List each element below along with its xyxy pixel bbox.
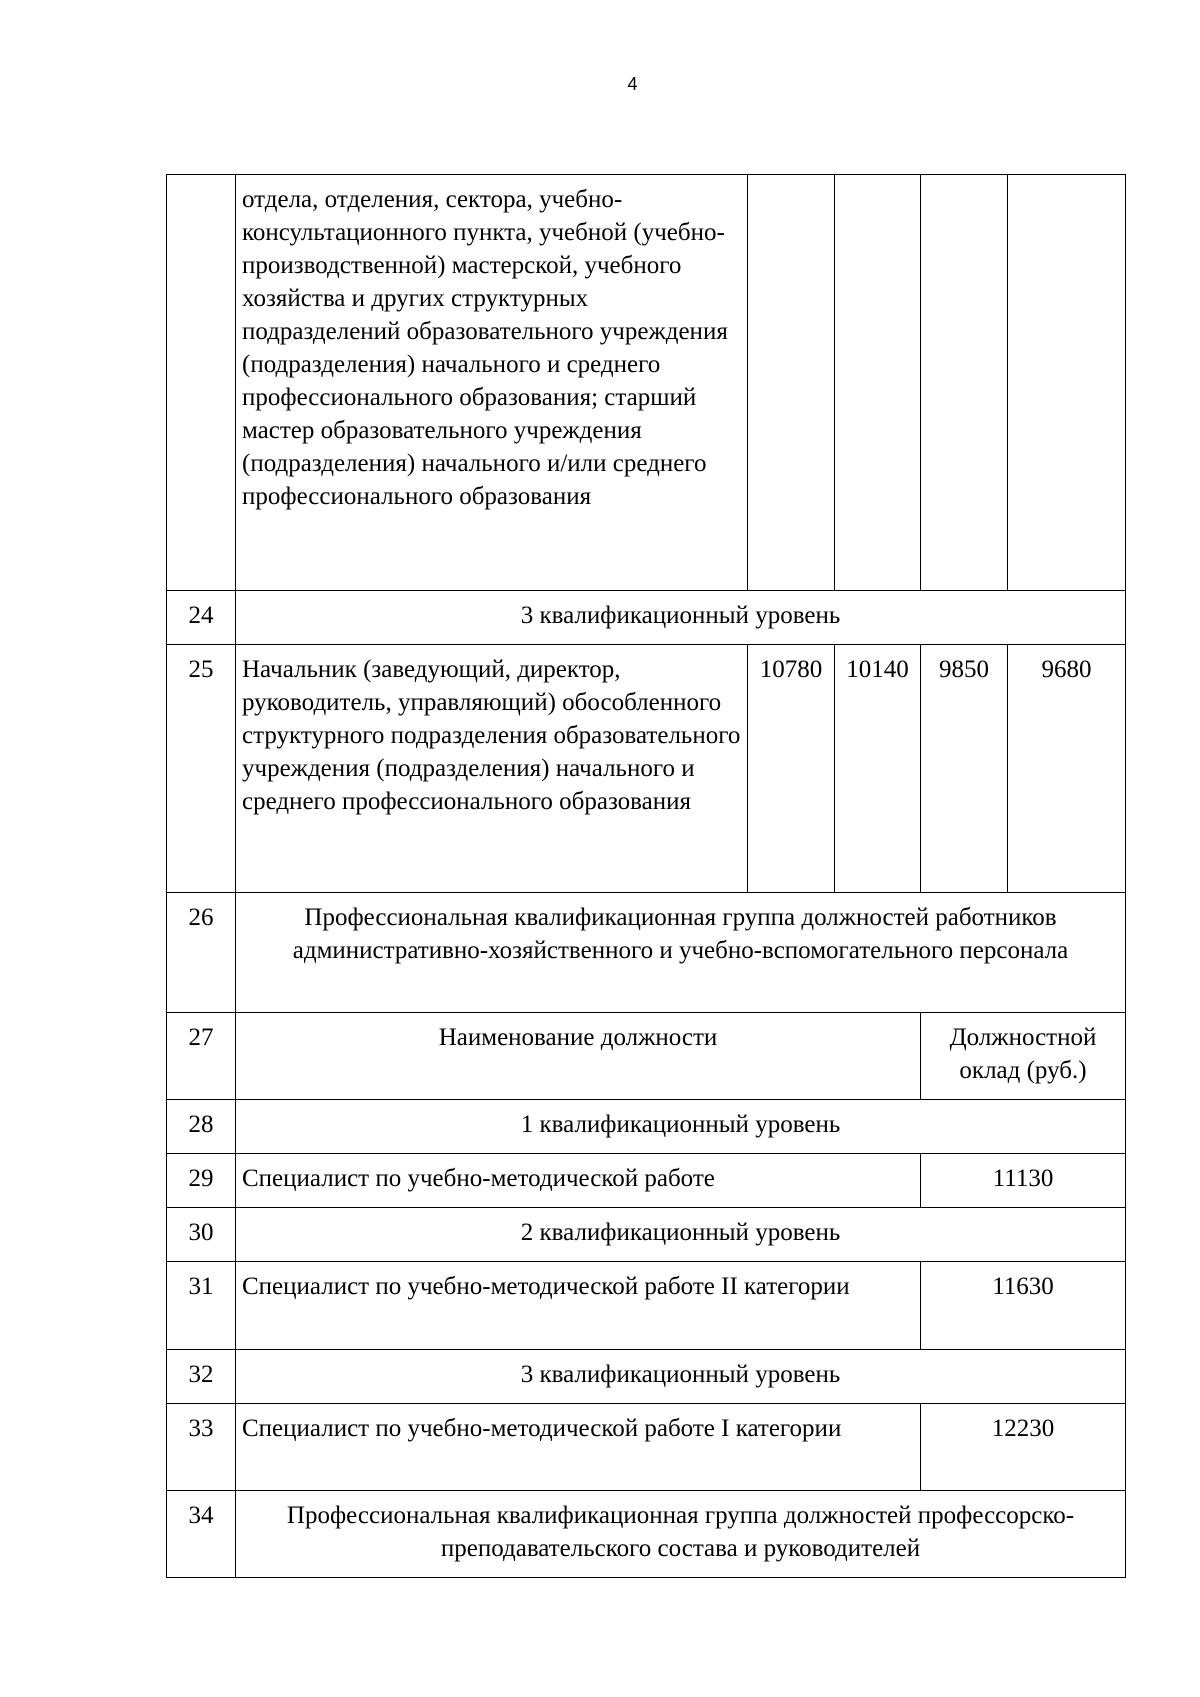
table-row	[167, 1154, 1126, 1208]
position-cell: Специалист по учебно-методической работе II категории	[236, 1262, 921, 1350]
row-number: 24	[167, 591, 236, 645]
row-number: 27	[167, 1013, 236, 1100]
level-heading: 3 квалификационный уровень	[236, 591, 1126, 645]
group-heading: Профессиональная квалификационная группа должностей работников административно-хозяйственного и учебно-вспомогательного персонала	[236, 893, 1126, 1013]
row-number: 25	[167, 645, 236, 893]
group-heading: Профессиональная квалификационная группа должностей профессорско-преподавательского состава и руководителей	[236, 1491, 1126, 1578]
level-heading: 2 квалификационный уровень	[236, 1208, 1126, 1262]
salary-cell: 11130	[921, 1154, 1126, 1208]
salary-cell: 12230	[921, 1404, 1126, 1491]
salary-cell	[835, 175, 921, 591]
page-number: 4	[627, 74, 638, 94]
salary-cell: 10780	[748, 645, 835, 893]
row-number: 28	[167, 1100, 236, 1154]
salary-table	[166, 174, 1126, 1578]
level-heading: 3 квалификационный уровень	[236, 1350, 1126, 1404]
table-row	[167, 175, 1126, 591]
row-number: 26	[167, 893, 236, 1013]
row-number: 30	[167, 1208, 236, 1262]
table-row	[167, 1350, 1126, 1404]
salary-cell: 9680	[1008, 645, 1126, 893]
salary-cell: 10140	[835, 645, 921, 893]
position-cell: отдела, отделения, сектора, учебно-консультационного пункта, учебной (учебно-производственной) мастерской, учебного хозяйства и других структурных подразделений образовательного учреждения (подразделения) начального и среднего профессионального образования; старший мастер образовательного учреждения (подразделения) начального и/или среднего профессионального образования	[236, 175, 748, 591]
table-row	[167, 893, 1126, 1013]
level-heading: 1 квалификационный уровень	[236, 1100, 1126, 1154]
salary-cell	[1008, 175, 1126, 591]
table-row	[167, 1404, 1126, 1491]
salary-cell	[748, 175, 835, 591]
row-number: 33	[167, 1404, 236, 1491]
salary-cell: 9850	[921, 645, 1008, 893]
position-cell: Начальник (заведующий, директор, руководитель, управляющий) обособленного структурного подразделения образовательного учреждения (подразделения) начального и среднего профессионального образования	[236, 645, 748, 893]
table-row	[167, 1208, 1126, 1262]
position-column-header: Наименование должности	[236, 1013, 921, 1100]
position-cell: Специалист по учебно-методической работе I категории	[236, 1404, 921, 1491]
table-row	[167, 1262, 1126, 1350]
row-number: 31	[167, 1262, 236, 1350]
salary-column-header: Должностной оклад (руб.)	[921, 1013, 1126, 1100]
salary-cell	[921, 175, 1008, 591]
table-row	[167, 1100, 1126, 1154]
table-row	[167, 1491, 1126, 1578]
salary-cell: 11630	[921, 1262, 1126, 1350]
row-number: 34	[167, 1491, 236, 1578]
row-number: 29	[167, 1154, 236, 1208]
position-cell: Специалист по учебно-методической работе	[236, 1154, 921, 1208]
row-number: 32	[167, 1350, 236, 1404]
row-number	[167, 175, 236, 591]
table-row	[167, 645, 1126, 893]
table-row	[167, 1013, 1126, 1100]
table-row	[167, 591, 1126, 645]
